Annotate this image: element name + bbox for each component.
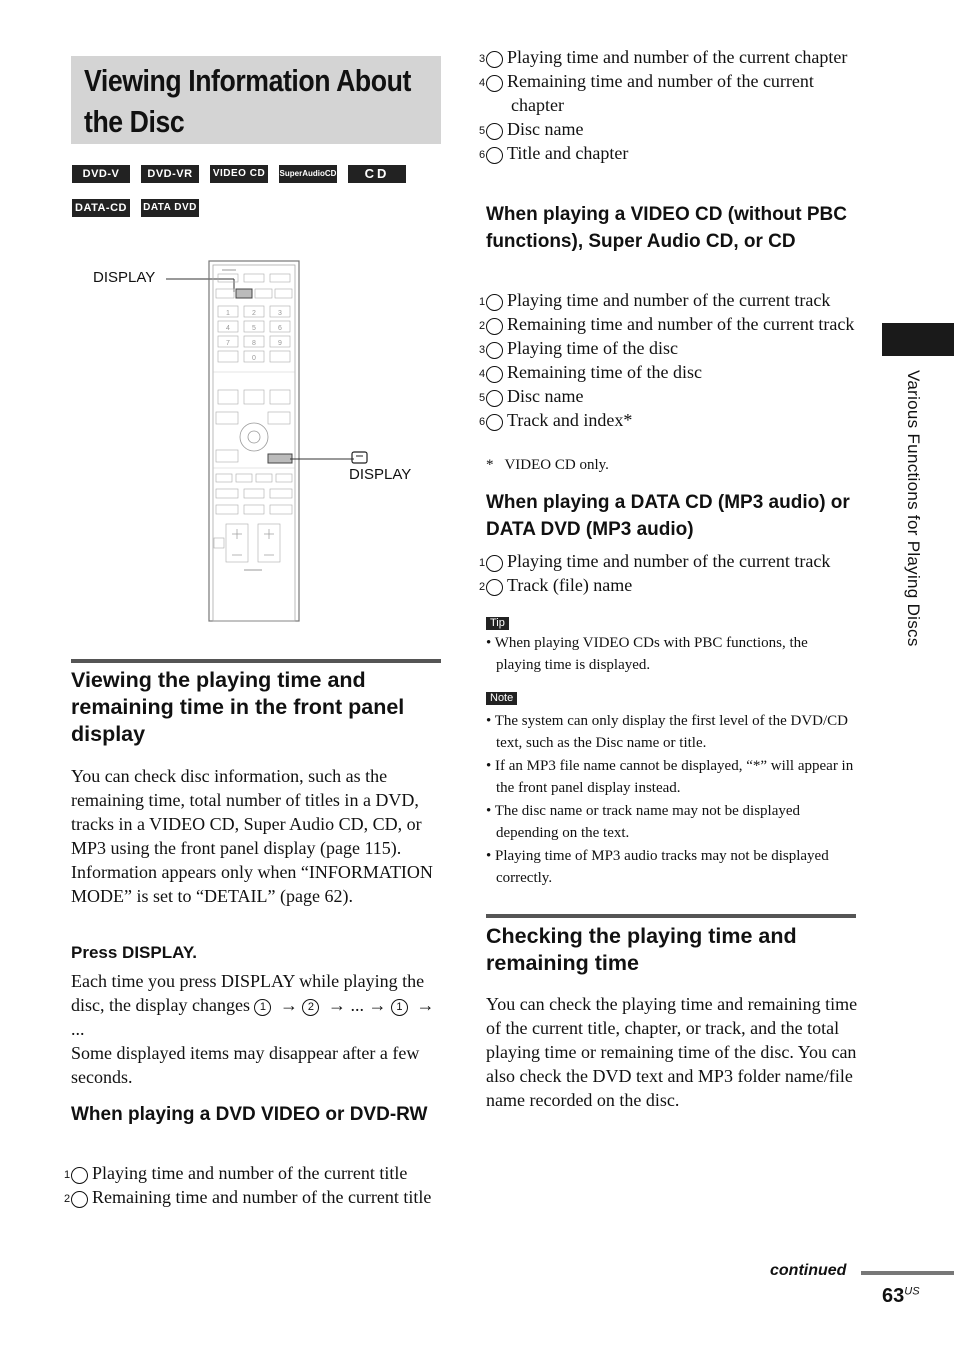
section1-step-body — [71, 969, 443, 1089]
list-item — [478, 288, 858, 312]
list-item — [478, 336, 858, 360]
list-item — [478, 360, 858, 384]
svg-text:6: 6 — [278, 325, 282, 332]
item-number: 6 — [486, 147, 503, 164]
svg-text:3: 3 — [278, 310, 282, 317]
item-number: 1 — [486, 294, 503, 311]
data-cd-list — [478, 549, 858, 597]
dvd-video-list-a — [63, 1161, 443, 1209]
list-item — [478, 408, 858, 432]
callout-line-bottom — [290, 450, 360, 466]
item-text: Remaining time and number of the current track — [507, 314, 855, 334]
remote-control-illustration — [208, 260, 300, 622]
item-text: Remaining time and number of the current title — [92, 1187, 432, 1207]
figure-label-display-bottom: DISPLAY — [349, 466, 412, 483]
item-text: Playing time of the disc — [507, 338, 678, 358]
note-item: • The disc name or track name may not be displayed depending on the text. — [486, 803, 801, 841]
item-number: 1 — [71, 1167, 88, 1184]
note-label: Note — [486, 692, 517, 705]
svg-text:2: 2 — [252, 310, 256, 317]
step-text-a: Each time you press DISPLAY while playing the disc, the display changes — [71, 971, 425, 1015]
item-number: 2 — [486, 318, 503, 335]
list-item — [478, 573, 858, 597]
item-text: Remaining time of the disc — [507, 362, 702, 382]
item-text: Playing time and number of the current title — [92, 1163, 408, 1183]
svg-text:4: 4 — [226, 325, 230, 332]
sidebar-tab — [882, 323, 954, 356]
list-item — [478, 117, 858, 141]
item-text: Track (file) name — [507, 575, 633, 595]
svg-text:1: 1 — [226, 310, 230, 317]
continued-label: continued — [770, 1262, 847, 1279]
item-text: Playing time and number of the current track — [507, 551, 831, 571]
section1-intro: You can check disc information, such as the remaining time, total number of titles in a DVD, tracks in a VIDEO CD, Super Audio CD, CD, or MP3 using the front panel display (page 115). Information appears only when “INFORMATION MODE” is set to “DETAIL” (page 62). — [71, 766, 433, 906]
svg-text:0: 0 — [252, 355, 256, 362]
item-number: 1 — [486, 555, 503, 572]
item-number: 3 — [486, 51, 503, 68]
note-item-text: Playing time of MP3 audio tracks may not be displayed correctly. — [495, 848, 829, 886]
section2-text: You can check the playing time and remaining time of the current title, chapter, or track, and the total playing time or remaining time of the disc. You can also check the DVD text and MP3 folder name/file name recorded on the disc. — [486, 994, 858, 1110]
badge-video-cd: VIDEO CD — [210, 165, 268, 183]
note-item-text: The system can only display the first level of the DVD/CD text, such as the Disc name or title. — [494, 713, 848, 751]
seq-num-2: 2 — [302, 999, 319, 1016]
list-item — [478, 384, 858, 408]
display-button-icon — [351, 451, 369, 465]
note-item: • If an MP3 file name cannot be displayed, “*” will appear in the front panel display instead. — [486, 758, 854, 796]
item-number: 5 — [486, 123, 503, 140]
svg-text:5: 5 — [252, 325, 256, 332]
step-text: Each time you press DISPLAY while playing the disc, the display changes 1 → 2 → ... → 1 → ... — [71, 971, 435, 1039]
page-number — [882, 1285, 920, 1308]
video-cd-footnote: * VIDEO CD only. — [486, 457, 609, 473]
item-number: 6 — [486, 414, 503, 431]
item-number: 2 — [486, 579, 503, 596]
note-item-text: If an MP3 file name cannot be displayed, “*” will appear in the front panel display instead. — [495, 758, 854, 796]
list-item — [63, 1185, 443, 1209]
section1-step: Press DISPLAY. — [71, 943, 197, 962]
item-text: Playing time and number of the current chapter — [507, 47, 848, 67]
item-text: Remaining time and number of the current chapter — [507, 71, 814, 115]
page-suffix: US — [904, 1285, 920, 1298]
step-text-b: Some displayed items may disappear after a few seconds. — [71, 1043, 420, 1087]
section1-heading: Viewing the playing time and remaining time in the front panel display — [71, 668, 405, 746]
badge-dvd-vr: DVD-VR — [141, 165, 199, 183]
tip-item: • When playing VIDEO CDs with PBC functions, the playing time is displayed. — [486, 635, 808, 673]
video-cd-heading: When playing a VIDEO CD (without PBC functions), Super Audio CD, or CD — [486, 204, 847, 252]
tip-label: Tip — [486, 617, 509, 630]
badge-cd: CD — [348, 165, 406, 183]
seq-num-1b: 1 — [391, 999, 408, 1016]
section2-heading: Checking the playing time and remaining time — [486, 924, 797, 975]
continued-rule — [861, 1271, 954, 1275]
page-number-value: 63 — [882, 1285, 905, 1307]
tip-list — [486, 632, 856, 677]
svg-text:9: 9 — [278, 340, 282, 347]
svg-text:7: 7 — [226, 340, 230, 347]
dvd-video-list-b — [478, 45, 858, 165]
section2-rule — [486, 914, 856, 918]
section1-body — [71, 764, 443, 908]
item-text: Playing time and number of the current track — [507, 290, 831, 310]
figure-label-display-top: DISPLAY — [93, 269, 156, 286]
list-item — [478, 141, 858, 165]
list-item — [478, 45, 858, 69]
list-item — [478, 549, 858, 573]
item-number: 5 — [486, 390, 503, 407]
note-item: • Playing time of MP3 audio tracks may not be displayed correctly. — [486, 848, 829, 886]
item-number: 3 — [486, 342, 503, 359]
item-number: 4 — [486, 75, 503, 92]
badge-dvd-v: DVD-V — [72, 165, 130, 183]
item-text: Disc name — [507, 119, 584, 139]
badge-data-dvd: DATA DVD — [141, 199, 199, 217]
note-item: • The system can only display the first level of the DVD/CD text, such as the Disc name or title. — [486, 713, 848, 751]
list-item — [478, 312, 858, 336]
sidebar-chapter-title: Various Functions for Playing Discs — [904, 370, 923, 647]
item-text: Disc name — [507, 386, 584, 406]
note-list — [486, 710, 856, 890]
badge-data-cd: DATA-CD — [72, 199, 130, 217]
seq-num-1: 1 — [254, 999, 271, 1016]
page-title: Viewing Information About the Disc — [84, 63, 411, 139]
list-item — [478, 69, 858, 117]
section1-rule — [71, 659, 441, 663]
dvd-video-heading: When playing a DVD VIDEO or DVD-RW — [71, 1104, 428, 1125]
section2-body — [486, 992, 858, 1112]
item-text: Track and index* — [507, 410, 633, 430]
list-item — [63, 1161, 443, 1185]
badge-super-audio-cd: SuperAudioCD — [279, 165, 337, 183]
note-item-text: The disc name or track name may not be displayed depending on the text. — [494, 803, 801, 841]
item-text: Title and chapter — [507, 143, 629, 163]
item-number: 4 — [486, 366, 503, 383]
data-cd-heading: When playing a DATA CD (MP3 audio) or DATA DVD (MP3 audio) — [486, 492, 850, 540]
item-number: 2 — [71, 1191, 88, 1208]
tip-item-text: When playing VIDEO CDs with PBC functions, the playing time is displayed. — [494, 635, 808, 673]
svg-text:8: 8 — [252, 340, 256, 347]
video-cd-list — [478, 288, 858, 432]
